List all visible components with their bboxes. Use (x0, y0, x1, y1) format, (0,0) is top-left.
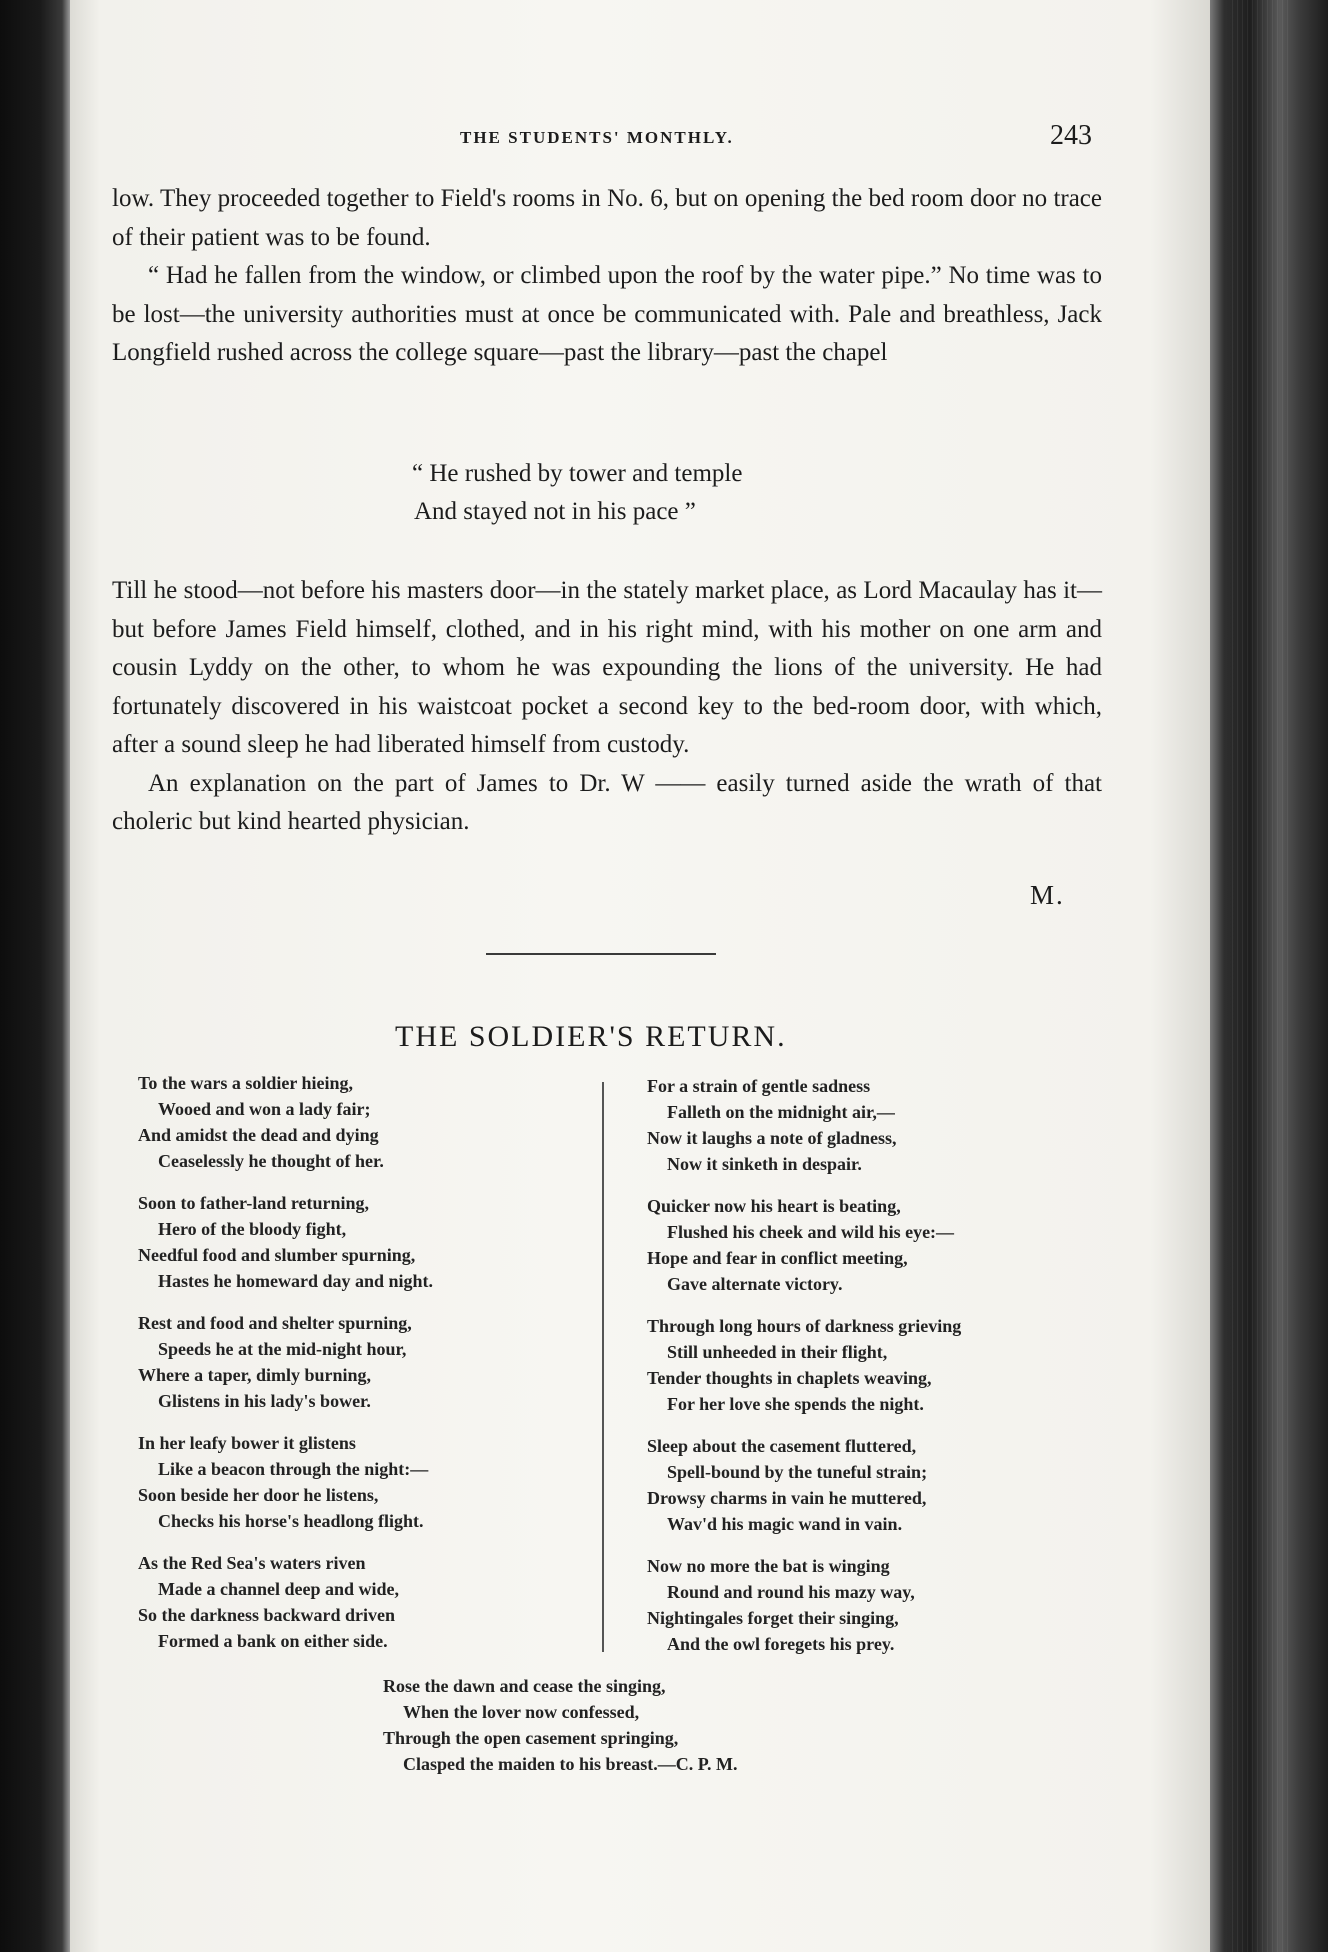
poem-line: Flushed his cheek and wild his eye:— (667, 1222, 955, 1242)
poem-line: Clasped the maiden to his breast.—C. P. M. (403, 1754, 738, 1774)
poem-line: Now no more the bat is winging (647, 1556, 890, 1576)
poem-stanza (138, 1550, 433, 1654)
poem-stanza (647, 1193, 961, 1297)
poem-line: For a strain of gentle sadness (647, 1076, 871, 1096)
poem-line: Checks his horse's headlong flight. (158, 1511, 424, 1531)
poem-line: Falleth on the midnight air,— (667, 1102, 895, 1122)
poem-line: Rose the dawn and cease the singing, (383, 1676, 666, 1696)
paragraph-3: Till he stood—not before his masters door—in the stately market place, as Lord Macaulay has it—but before James Field himself, clothed, and in his right mind, with his mother on one arm and cousin Lyddy on the other, to whom he was expounding the lions of the university. He had fortunately discovered in his waistcoat pocket a second key to the bed-room door, with which, after a sound sleep he had liberated himself from custody. (112, 577, 1102, 758)
poem-line: Hero of the bloody fight, (158, 1219, 347, 1239)
poem-line: In her leafy bower it glistens (138, 1433, 356, 1453)
verse-quote (412, 455, 742, 531)
poem-line: Spell-bound by the tuneful strain; (667, 1462, 928, 1482)
poem-stanza (138, 1430, 433, 1534)
poem-line: And the owl foregets his prey. (667, 1634, 895, 1654)
paragraph-4: An explanation on the part of James to Dr. W —— easily turned aside the wrath of that choleric but kind hearted physician. (112, 769, 1102, 835)
poem-line: Like a beacon through the night:— (158, 1459, 429, 1479)
page-number: 243 (1050, 120, 1092, 151)
poem-line: Rest and food and shelter spurning, (138, 1313, 412, 1333)
poem-line: Wooed and won a lady fair; (158, 1099, 371, 1119)
poem-line: Through the open casement springing, (383, 1728, 679, 1748)
poem-line: Made a channel deep and wide, (158, 1579, 400, 1599)
poem-line: Drowsy charms in vain he muttered, (647, 1488, 927, 1508)
poem-line: Through long hours of darkness grieving (647, 1316, 962, 1336)
poem-line: Nightingales forget their singing, (647, 1608, 899, 1628)
poem-line: So the darkness backward driven (138, 1605, 396, 1625)
poem-line: Round and round his mazy way, (667, 1582, 915, 1602)
poem-line: Now it laughs a note of gladness, (647, 1128, 897, 1148)
poem-line: And amidst the dead and dying (138, 1125, 379, 1145)
poem-line: Sleep about the casement fluttered, (647, 1436, 917, 1456)
poem-stanza (647, 1073, 961, 1177)
poem-line: Wav'd his magic wand in vain. (667, 1514, 903, 1534)
poem-line: Needful food and slumber spurning, (138, 1245, 416, 1265)
poem-line: Soon to father-land returning, (138, 1193, 370, 1213)
poem-right-column (647, 1073, 961, 1673)
poem-line: Tender thoughts in chaplets weaving, (647, 1368, 932, 1388)
poem-line: As the Red Sea's waters riven (138, 1553, 366, 1573)
poem-stanza (138, 1310, 433, 1414)
poem-left-column (138, 1070, 433, 1670)
prose-top (112, 180, 1102, 373)
poem-line: Now it sinketh in despair. (667, 1154, 862, 1174)
poem-line: For her love she spends the night. (667, 1394, 924, 1414)
quote-line-2: And stayed not in his pace ” (414, 498, 696, 525)
poem-line: Quicker now his heart is beating, (647, 1196, 901, 1216)
poem-line: Hastes he homeward day and night. (158, 1271, 434, 1291)
poem-line: Hope and fear in conflict meeting, (647, 1248, 908, 1268)
poem-line: Still unheeded in their flight, (667, 1342, 888, 1362)
poem-line: Speeds he at the mid-night hour, (158, 1339, 407, 1359)
poem-title: THE SOLDIER'S RETURN. (395, 1020, 787, 1053)
quote-line-1: “ He rushed by tower and temple (412, 460, 743, 487)
paragraph-2: “ Had he fallen from the window, or climbed upon the roof by the water pipe.” No time was to be lost—the university authorities must at once be communicated with. Pale and breathless, Jack Longfield rushed across the college square—past the library—past the chapel (112, 262, 1102, 366)
poem-stanza (647, 1553, 961, 1657)
poem-final-stanza (383, 1673, 738, 1777)
poem-line: To the wars a soldier hieing, (138, 1073, 354, 1093)
section-divider (486, 953, 716, 955)
poem-stanza (647, 1313, 961, 1417)
poem-line: When the lover now confessed, (403, 1702, 640, 1722)
column-divider (602, 1082, 604, 1652)
poem-line: Soon beside her door he listens, (138, 1485, 379, 1505)
poem-stanza (138, 1190, 433, 1294)
poem-line: Gave alternate victory. (667, 1274, 843, 1294)
running-header: THE STUDENTS' MONTHLY. (460, 128, 734, 147)
poem-line: Formed a bank on either side. (158, 1631, 388, 1651)
book-page-edges (1232, 0, 1292, 1952)
scan-left-edge (0, 0, 70, 1952)
poem-stanza (647, 1433, 961, 1537)
poem-line: Ceaselessly he thought of her. (158, 1151, 384, 1171)
prose-bottom (112, 572, 1102, 842)
poem-line: Where a taper, dimly burning, (138, 1365, 372, 1385)
poem-line: Glistens in his lady's bower. (158, 1391, 371, 1411)
poem-stanza (138, 1070, 433, 1174)
paragraph-1: low. They proceeded together to Field's rooms in No. 6, but on opening the bed room door no trace of their patient was to be found. (112, 185, 1102, 251)
author-signature: M. (1030, 880, 1065, 910)
